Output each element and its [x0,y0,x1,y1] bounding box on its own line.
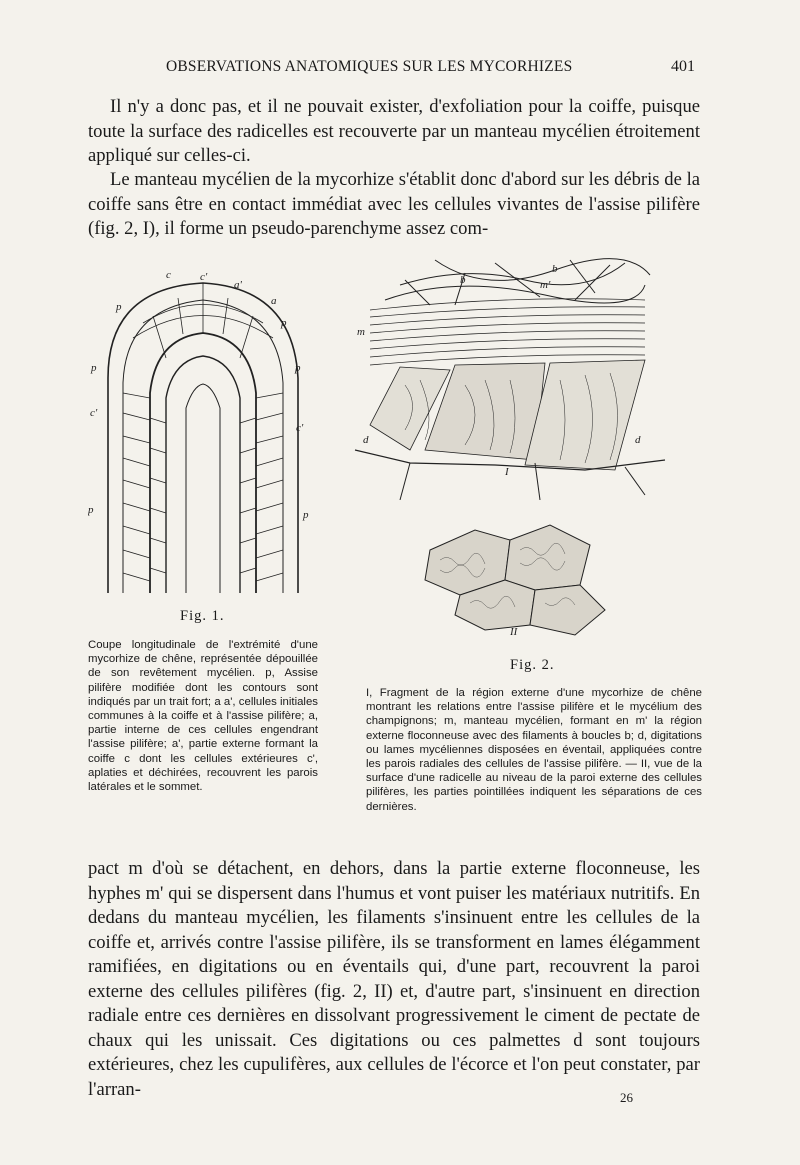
figure-1-drawing [88,268,328,598]
figure-1-label: Fig. 1. [180,608,225,624]
fig2-letter-b-2: b [552,263,558,275]
figure-2-label: Fig. 2. [510,657,555,673]
fig1-letter-p-right: p [281,317,287,329]
fig1-letter-a-prime: a' [234,279,242,291]
fig2-letter-m-prime: m' [540,279,551,291]
fig1-letter-c-left: c' [90,407,98,419]
fig2-letter-d-left: d [363,434,369,446]
figure-1-caption: Coupe longitudinale de l'extrémité d'une mycorhize de chêne, représentée dépouillée de son revêtement mycélien. p, Assise pilifère modifiée dont les contours sont indiqués par un trait fort; a a', cellules initiales communes à la coiffe et à l'assise pilifère; a, partie interne de ces cellules engendrant l'assise pilifère; a', partie externe formant la coiffe c dont les cellules extérieures c', aplaties et déchirées, recouvrent les parois latérales et le sommet. [88,639,318,794]
fig1-letter-a: a [271,295,277,307]
fig1-letter-p-left: p [91,362,97,374]
figure-2-part-2-drawing [415,515,615,640]
paragraph-1: Il n'y a donc pas, et il ne pouvait exister, d'exfoliation pour la coiffe, puisque toute la surface des radicelles est recouverte par un manteau mycélien étroitement appliqué sur celles-ci. [88,96,700,166]
page-header [0,58,800,82]
paragraph-2: Le manteau mycélien de la mycorhize s'établit donc d'abord sur les débris de la coiffe sans être en contact immédiat avec les cellules vivantes de l'assise pilifère (fig. 2, I), il forme un pseudo-parenchyme assez com- [88,169,700,239]
fig1-letter-c-right: c' [296,422,304,434]
fig2-letter-roman-1: I [505,466,509,478]
page-number: 401 [671,58,695,75]
signature-mark: 26 [620,1090,633,1105]
fig1-letter-p-right2: p [295,362,301,374]
fig2-letter-b-1: b [460,274,466,286]
fig1-letter-p-bottom-left: p [88,504,94,516]
fig1-letter-c: c [166,269,171,281]
running-title: OBSERVATIONS ANATOMIQUES SUR LES MYCORHIZES [166,58,573,75]
figure-2-part-1-drawing [345,255,670,500]
fig2-letter-d-right: d [635,434,641,446]
fig2-letter-roman-2: II [510,626,518,638]
fig1-letter-p-top: p [116,301,122,313]
fig1-letter-p-bottom-right: p [303,509,309,521]
figure-2-caption: I, Fragment de la région externe d'une mycorhize de chêne montrant les relations entre l'assise pilifère et le mycélium des champignons; m, manteau mycélien, formant en m' la région externe floconneuse avec des filaments à boucles b; d, digitations ou lames mycéliennes disposées en éventail, appliquées contre les parois radiales des cellules de l'assise pilifère. — II, vue de la surface d'une radicelle au niveau de la paroi externe des cellules pilifères, les parties pointillées indiquent les séparations de ces dernières. [366,687,702,813]
paragraph-3: pact m d'où se détachent, en dehors, dans la partie externe floconneuse, les hyphes m' qui se dispersent dans l'humus et vont puiser les matériaux nutritifs. En dedans du manteau mycélien, les filaments s'insinuent entre les cellules de la coiffe et, arrivés contre l'assise pilifère, ils se transforment en lames élégamment ramifiées, en digitations ou en éventails qui, d'une part, recouvrent la paroi externe des cellules pilifères (fig. 2, II) et, d'autre part, s'insinuent en direction radiale entre ces dernières en dissolvant progressivement le ciment de pectate de chaux qui les unissait. Ces digitations ou ces palmettes d sont toujours extérieures, chez les cupulifères, aux cellules de l'écorce et l'on peut constater, par l'arran- [88,858,700,1100]
fig1-letter-c-prime: c' [200,271,208,283]
fig2-letter-m: m [357,326,365,338]
